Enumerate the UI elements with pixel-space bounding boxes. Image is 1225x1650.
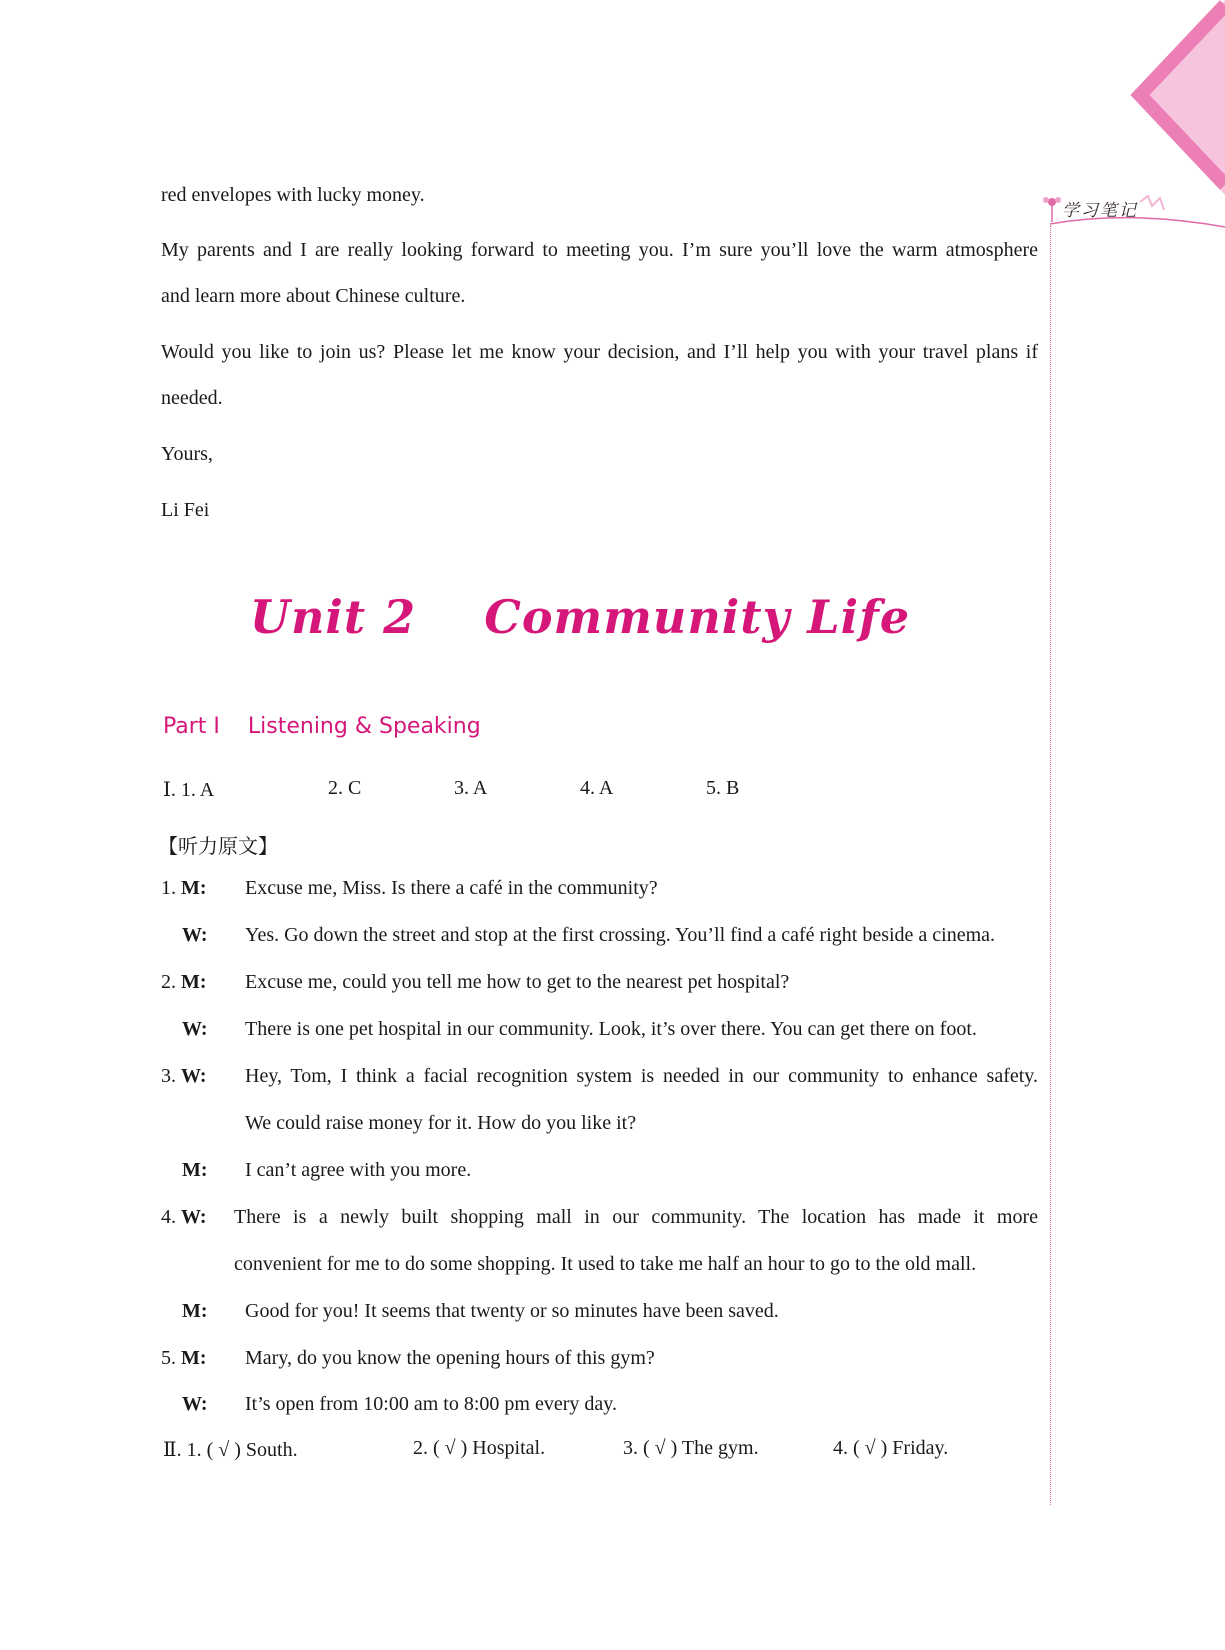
answer-item: Ⅰ. 1. A [163,779,215,801]
dialogue-line: We could raise money for it. How do you like it? [245,1112,637,1134]
letter-closing: Yours, [161,443,213,465]
answer-item: 2. ( √ ) Hospital. [413,1437,546,1459]
dialogue-number: 2. M: [161,971,207,993]
dialogue-number: 1. M: [161,877,207,899]
corner-decoration [1105,0,1225,195]
answer-item: 4. ( √ ) Friday. [833,1437,949,1459]
answer-item: 2. C [328,777,362,799]
answer-item: 5. B [706,777,740,799]
letter-paragraph-line: needed. [161,387,223,409]
answer-item: Ⅱ. 1. ( √ ) South. [163,1439,298,1461]
study-notes-header [1040,192,1225,237]
unit-title: Unit 2 Community Life [249,590,911,644]
dialogue-line: Mary, do you know the opening hours of this gym? [245,1347,655,1369]
speaker-label: M: [182,1159,208,1181]
dialogue-line: Excuse me, could you tell me how to get to the nearest pet hospital? [245,971,790,993]
dialogue-line: I can’t agree with you more. [245,1159,472,1181]
dialogue-number: 3. W: [161,1065,207,1087]
margin-divider [1050,225,1051,1505]
letter-paragraph-line: and learn more about Chinese culture. [161,285,466,307]
speaker-label: W: [182,924,208,946]
answer-item: 3. A [454,777,488,799]
dialogue-line: Yes. Go down the street and stop at the first crossing. You’ll find a café right beside a cinema. [245,924,996,946]
letter-paragraph-line: My parents and I are really looking forward to meeting you. I’m sure you’ll love the warm atmosphere [161,239,1038,261]
study-notes-label: 学习笔记 [1062,201,1138,221]
answer-item: 3. ( √ ) The gym. [623,1437,759,1459]
speaker-label: M: [181,971,207,993]
dialogue-number: 4. W: [161,1206,207,1228]
dialogue-line: It’s open from 10:00 am to 8:00 pm every day. [245,1393,617,1415]
speaker-label: W: [181,1065,207,1087]
speaker-label: M: [182,1300,208,1322]
letter-signature: Li Fei [161,499,210,521]
letter-line: red envelopes with lucky money. [161,184,425,206]
part-title: Part I Listening & Speaking [163,714,481,739]
speaker-label: W: [182,1393,208,1415]
speaker-label: M: [181,1347,207,1369]
dialogue-line: There is a newly built shopping mall in our community. The location has made it more [234,1206,1038,1228]
letter-paragraph-line: Would you like to join us? Please let me know your decision, and I’ll help you with your travel plans if [161,341,1038,363]
speaker-label: W: [181,1206,207,1228]
speaker-label: W: [182,1018,208,1040]
dialogue-line: Excuse me, Miss. Is there a café in the community? [245,877,658,899]
dialogue-line: There is one pet hospital in our community. Look, it’s over there. You can get there on foot. [245,1018,977,1040]
speaker-label: M: [181,877,207,899]
dialogue-line: convenient for me to do some shopping. It used to take me half an hour to go to the old mall. [234,1253,977,1275]
transcript-heading: 【听力原文】 [158,834,278,858]
answer-item: 4. A [580,777,614,799]
dialogue-line: Good for you! It seems that twenty or so minutes have been saved. [245,1300,779,1322]
dialogue-number: 5. M: [161,1347,207,1369]
dialogue-line: Hey, Tom, I think a facial recognition system is needed in our community to enhance safety. [245,1065,1038,1087]
